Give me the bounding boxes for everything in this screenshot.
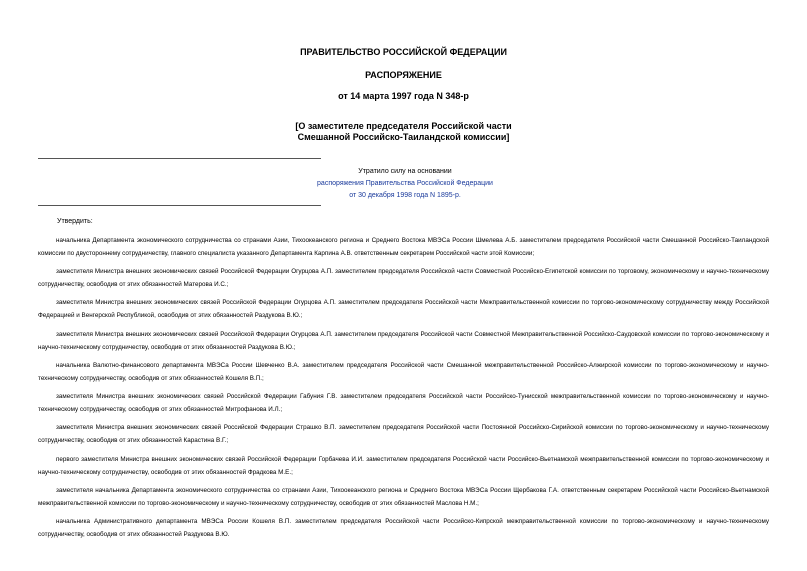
repeal-order-link-line-1[interactable]: распоряжения Правительства Российской Федерации xyxy=(317,180,493,187)
order-paragraph: первого заместителя Министра внешних экономических связей Российской Федерации Горбачева И.И. заместителем председателя Российской части Российско-Вьетнамской межправительственной комиссии по торгово-экономическому и научно-техническому сотрудничеству, освободив от этих обязанностей Фрадкова М.Е.; xyxy=(38,456,769,476)
document-title-line-1: [О заместителе председателя Российской части xyxy=(295,121,512,131)
document-title-line-2: Смешанной Российско-Таиландской комиссии] xyxy=(297,132,510,142)
bottom-divider xyxy=(38,205,321,206)
approve-label: Утвердить: xyxy=(57,218,93,225)
order-paragraph: заместителя Министра внешних экономических связей Российской Федерации Огурцова А.П. заместителем председателя Российской части Межправительственной комиссии по торгово-экономическому сотрудничеству между Российской Федерацией и Венгерской Республикой, освободив от этих обязанностей Раздукова В.Ю.; xyxy=(38,299,769,319)
order-paragraph: начальника Административного департамента МВЭСа России Кошеля В.П. заместителем председателя Российской части Российско-Кипрской межправительственной комиссии по торгово-экономическому и научно-техническому сотрудничеству, освободив от этих обязанностей Раздукова В.Ю. xyxy=(38,518,769,538)
order-paragraph: заместителя Министра внешних экономических связей Российской Федерации Габуния Г.В. заместителем председателя Российской части Российско-Тунисской межправительственной комиссии по торгово-экономическому и научно-техническому сотрудничеству, освободив от этих обязанностей Митрофанова И.Л.; xyxy=(38,393,769,413)
order-paragraph: заместителя Министра внешних экономических связей Российской Федерации Огурцова А.П. заместителем председателя Российской части Совместной Российско-Египетской комиссии по торговому, экономическому и научно-техническому сотрудничеству, освободив от этих обязанностей Матерова И.С.; xyxy=(38,268,769,288)
order-paragraph: заместителя Министра внешних экономических связей Российской Федерации Огурцова А.П. заместителем председателя Российской части Совместной Межправительственной Российско-Саудовской комиссии по торгово-экономическому и научно-техническому сотрудничеству, освободив от этих обязанностей Раздукова В.Ю.; xyxy=(38,331,769,351)
order-paragraph: начальника Валютно-финансового департамента МВЭСа России Шевченко В.А. заместителем председателя Российской части Смешанной межправительственной Российско-Алжирской комиссии по торгово-экономическому и научно-техническому сотрудничеству, освободив от этих обязанностей Кошеля В.П.; xyxy=(38,362,769,382)
order-paragraph: начальника Департамента экономического сотрудничества со странами Азии, Тихоокеанского региона и Среднего Востока МВЭСа России Шмелева А.Б. заместителем председателя Российской части Смешанной Российско-Таиландской комиссии по двустороннему сотрудничеству, главного специалиста указанного Департамента Карпина А.В. ответственным секретарем Российской части этой Комиссии; xyxy=(38,237,769,257)
order-paragraph: заместителя начальника Департамента экономического сотрудничества со странами Азии, Тихоокеанского региона и Среднего Востока МВЭСа России Щербакова Г.А. ответственным секретарем Российской части Российско-Вьетнамской межправительственной комиссии по торгово-экономическому и научно-техническому сотрудничеству, освободив от этих обязанностей Маслова Н.М.; xyxy=(38,487,769,507)
validity-note-text: Утратило силу на основании xyxy=(358,168,452,175)
document-type-heading: РАСПОРЯЖЕНИЕ xyxy=(365,70,442,80)
government-heading: ПРАВИТЕЛЬСТВО РОССИЙСКОЙ ФЕДЕРАЦИИ xyxy=(300,47,507,57)
top-divider xyxy=(38,158,321,159)
order-paragraph: заместителя Министра внешних экономических связей Российской Федерации Страшко В.П. заместителем председателя Российской части Постоянной Российско-Сирийской комиссии по торгово-экономическому и научно-техническому сотрудничеству, освободив от этих обязанностей Карастина В.Г.; xyxy=(38,424,769,444)
document-date-number: от 14 марта 1997 года N 348-р xyxy=(338,91,469,101)
validity-note xyxy=(300,166,510,202)
repeal-order-link-line-2[interactable]: от 30 декабря 1998 года N 1895-р. xyxy=(349,192,461,199)
